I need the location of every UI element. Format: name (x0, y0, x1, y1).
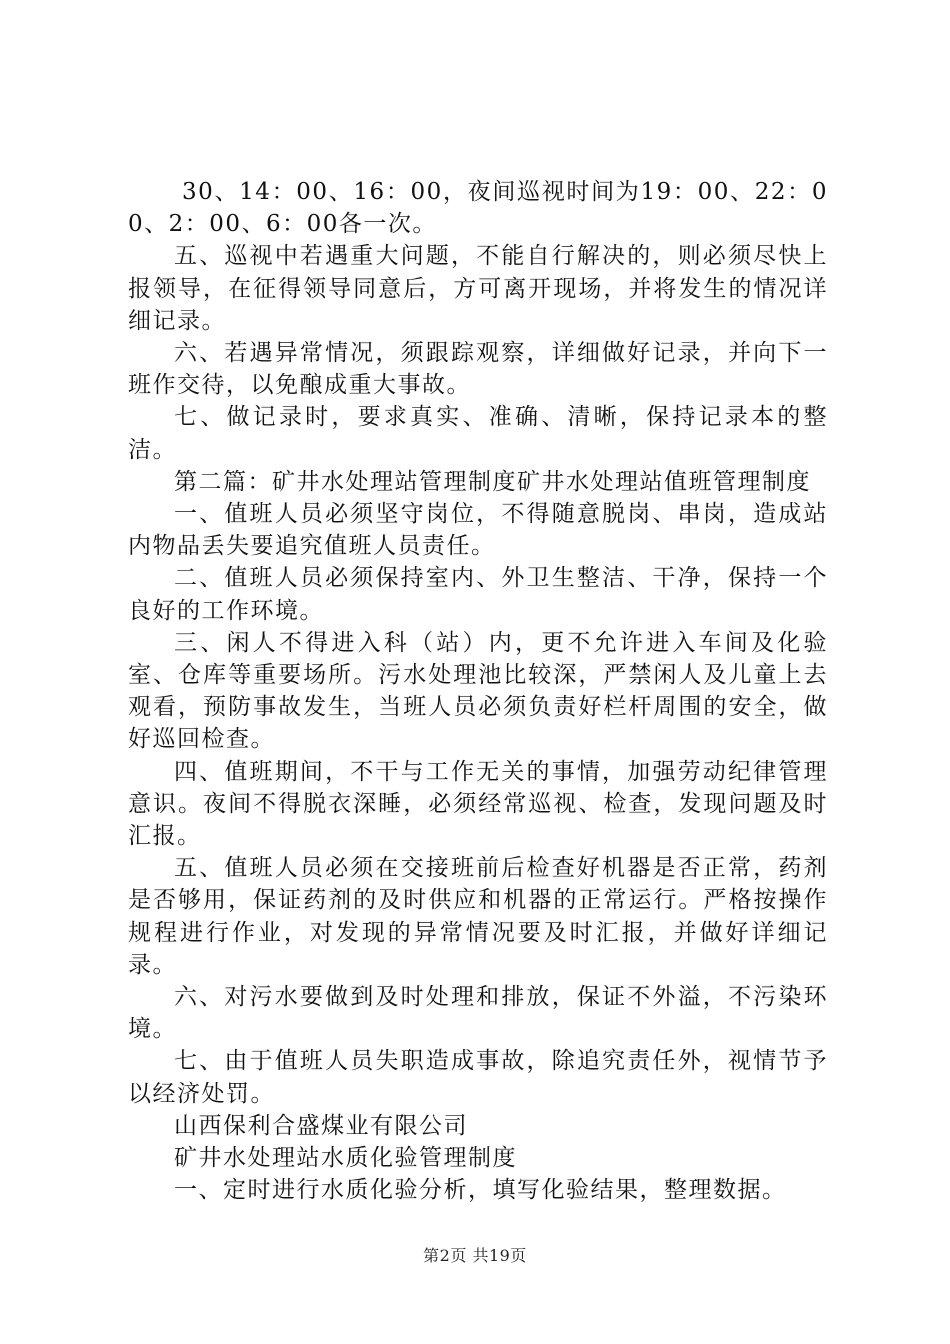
page-number-footer: 第2页 共19页 (423, 1246, 527, 1265)
paragraph-testing-rule-1: 一、定时进行水质化验分析，填写化验结果，整理数据。 (174, 1177, 787, 1204)
paragraph-duty-rule-6: 六、对污水要做到及时处理和排放，保证不外溢，不污染环境。 (128, 984, 828, 1043)
section-heading-water-testing: 矿井水处理站水质化验管理制度 (174, 1145, 517, 1172)
paragraph-rule-7-patrol: 七、做记录时，要求真实、准确、清晰，保持记录本的整洁。 (128, 404, 828, 463)
paragraph-duty-rule-5: 五、值班人员必须在交接班前后检查好机器是否正常，药剂是否够用，保证药剂的及时供应和机器的正常运行。严格按操作规程进行作业，对发现的异常情况要及时汇报，并做好详细记录。 (128, 855, 828, 978)
document-body (128, 176, 828, 1207)
paragraph-duty-rule-4: 四、值班期间，不干与工作无关的事情，加强劳动纪律管理意识。夜间不得脱衣深睡，必须经常巡视、检查，发现问题及时汇报。 (128, 758, 828, 850)
paragraph-duty-rule-1: 一、值班人员必须坚守岗位，不得随意脱岗、串岗，造成站内物品丢失要追究值班人员责任。 (128, 501, 828, 560)
paragraph-rule-6-patrol: 六、若遇异常情况，须跟踪观察，详细做好记录，并向下一班作交待，以免酿成重大事故。 (128, 340, 828, 399)
paragraph-patrol-times: 30、14：00、16：00，夜间巡视时间为19：00、22：00、2：00、6：00各一次。 (128, 179, 828, 238)
section-heading-part-two: 第二篇：矿井水处理站管理制度矿井水处理站值班管理制度 (174, 468, 811, 495)
paragraph-duty-rule-7: 七、由于值班人员失职造成事故，除追究责任外，视情节予以经济处罚。 (128, 1048, 828, 1107)
paragraph-duty-rule-2: 二、值班人员必须保持室内、外卫生整洁、干净，保持一个良好的工作环境。 (128, 565, 828, 624)
company-name: 山西保利合盛煤业有限公司 (174, 1112, 468, 1139)
paragraph-duty-rule-3: 三、闲人不得进入科（站）内，更不允许进入车间及化验室、仓库等重要场所。污水处理池比较深，严禁闲人及儿童上去观看，预防事故发生，当班人员必须负责好栏杆周围的安全，做好巡回检查。 (128, 629, 828, 753)
paragraph-rule-5-patrol: 五、巡视中若遇重大问题，不能自行解决的，则必须尽快上报领导，在征得领导同意后，方可离开现场，并将发生的情况详细记录。 (128, 243, 828, 334)
